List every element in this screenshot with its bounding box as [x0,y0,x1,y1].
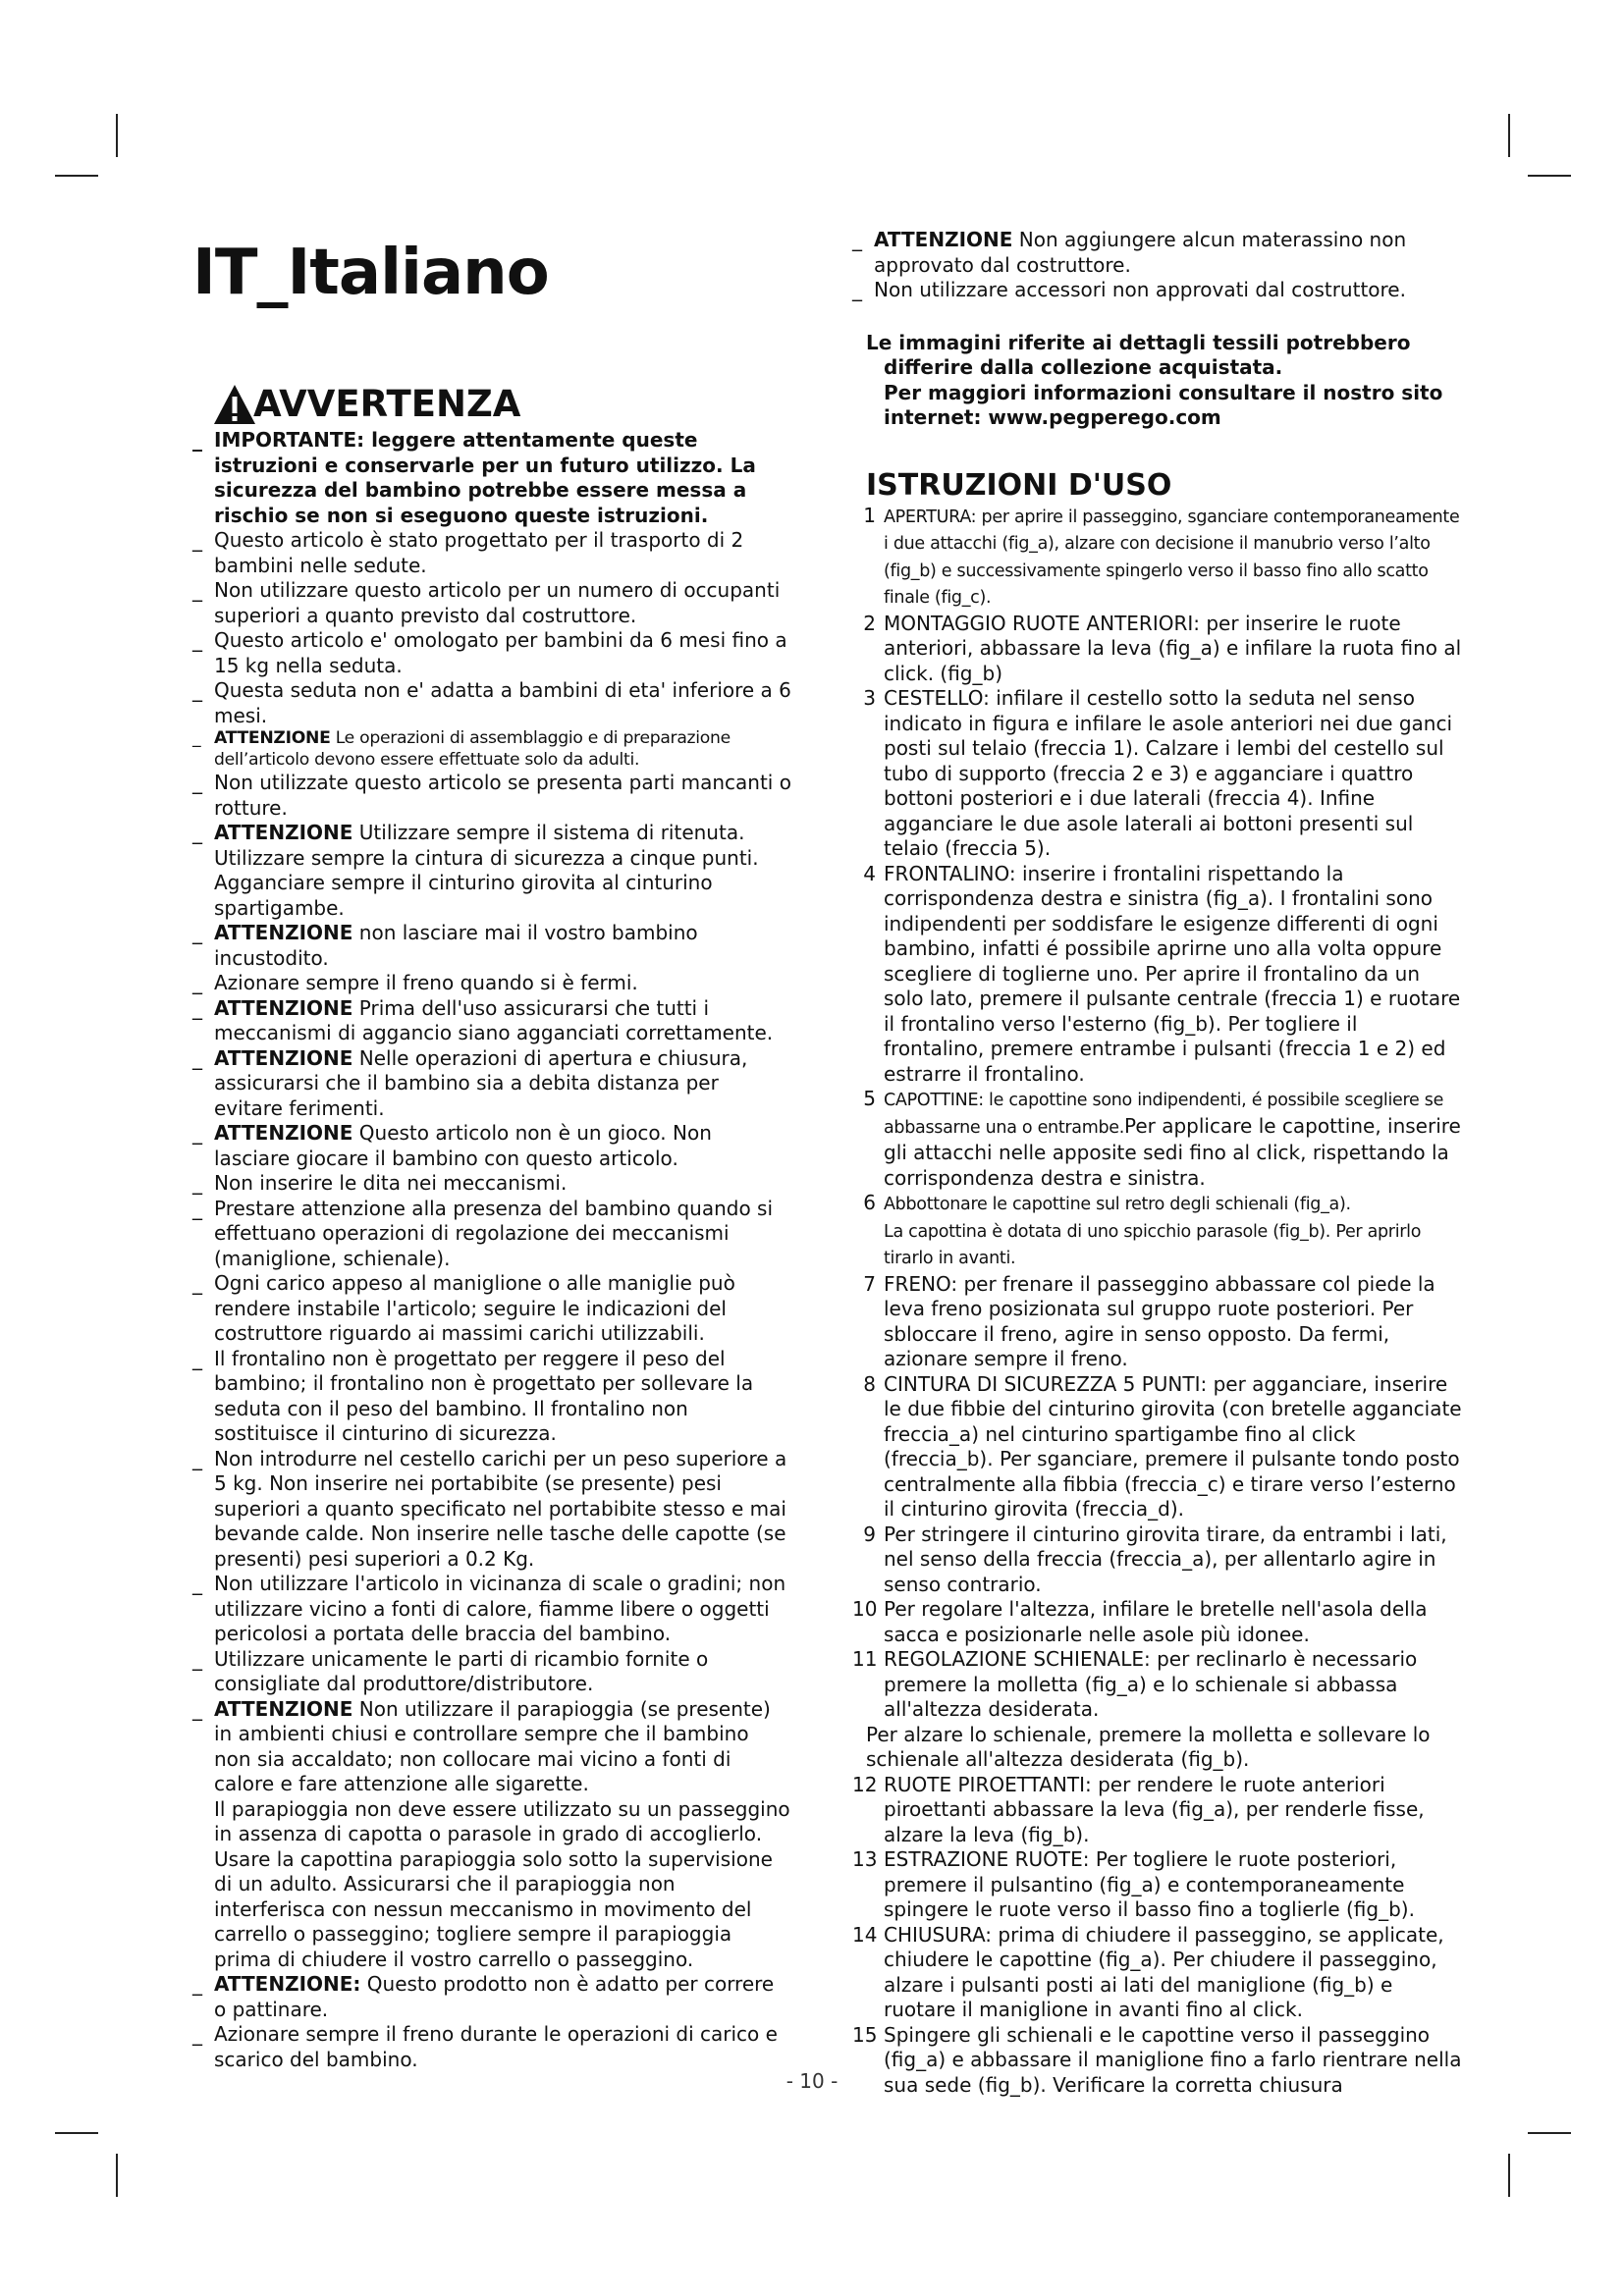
instruction-step [852,1847,1463,1923]
step-number: 10 [852,1597,878,1621]
instruction-step [852,1923,1463,2023]
step-text: Per stringere il cinturino girovita tirare, da entrambi i lati, nel senso della freccia (freccia_a), per allentarlo agire in senso contrario. [884,1522,1447,1596]
instruction-step [852,612,1463,687]
step-number: 11 [852,1647,878,1671]
instruction-step [852,1087,1463,1191]
attention-label: ATTENZIONE [214,821,353,844]
step-number: 12 [852,1772,878,1796]
instruction-step [852,1647,1463,1723]
step-text: CHIUSURA: prima di chiudere il passeggino, se applicate, chiudere le capottine (fig_a). Per chiudere il passeggino, alzare i pulsanti posti ai lati del maniglione (fig_b) e ruotare il maniglione in avanti fino al click. [884,1922,1444,2021]
step-text: ESTRAZIONE RUOTE: Per togliere le ruote posteriori, premere il pulsantino (fig_a) e contemporaneamente spingere le ruote verso il basso fino a toglierle (fig_b). [884,1847,1415,1921]
step-number: 8 [863,1371,876,1396]
warning-item: _ Questo articolo e' omologato per bambini da 6 mesi fino a 15 kg nella seduta. [192,628,791,678]
step-number: 3 [863,686,876,710]
warning-item: _ Non utilizzare l'articolo in vicinanza di scale o gradini; non utilizzare vicino a fonti di calore, fiamme libere o oggetti pericolosi a portata delle braccia del bambino. [192,1572,791,1647]
left-column [192,228,791,2072]
warning-heading-text: AVVERTENZA [253,383,521,425]
attention-label: ATTENZIONE [214,1696,353,1721]
instruction-step [852,862,1463,1088]
warning-item-text: non lasciare mai il vostro bambino incustodito. [214,921,698,970]
instruction-step [852,1372,1463,1522]
warning-item: _ Utilizzare unicamente le parti di ricambio fornite o consigliate dal produttore/distributore. [192,1647,791,1697]
step-text: FRONTALINO: inserire i frontalini rispettando la corrispondenza destra e sinistra (fig_a). I frontalini sono indipendenti per soddisfare le esigenze differenti di ogni bambino, infatti é possibile aprirne uno alla volta oppure scegliere di toglierne uno. Per aprire il frontalino da un solo lato, premere il pulsante centrale (freccia 1) e ruotare il frontalino verso l'esterno (fig_b). Per togliere il frontalino, premere entrambe i pulsanti (freccia 1 e 2) ed estrarre il frontalino. [884,861,1461,1086]
step-number: 15 [852,2022,878,2047]
textile-note [866,331,1463,431]
step-text: CAPOTTINE: le capottine sono indipendenti, é possibile scegliere se abbassarne una o entrambe. [884,1091,1444,1138]
page-title: IT_Italiano [192,237,549,309]
instruction-step [852,1191,1463,1272]
instruction-step [852,2023,1463,2099]
attention-label: ATTENZIONE [214,1045,353,1070]
note-line: internet: www.pegperego.com [884,405,1221,429]
step-number: 14 [852,1922,878,1947]
right-column [852,228,1463,2098]
step-text: CINTURA DI SICUREZZA 5 PUNTI: per agganciare, inserire le due fibbie del cinturino girovita (con bretelle agganciate freccia_a) nel cinturino spartigambe fino al click (freccia_b). Per sganciare, premere il pulsante tondo posto centralmente alla fibbia (freccia_c) e tirare verso l’esterno il cinturino girovita (freccia_d). [884,1371,1462,1521]
warning-item: _ IMPORTANTE: leggere attentamente queste istruzioni e conservarle per un futuro utilizzo. La sicurezza del bambino potrebbe essere messa a rischio se non si eseguono queste istruzioni. [192,428,791,528]
step-text: Abbottonare le capottine sul retro degli schienali (fig_a). [884,1195,1351,1214]
warning-item-text: Questo articolo non è un gioco. Non lasciare giocare il bambino con questo articolo. [214,1121,712,1170]
crop-mark [55,2132,98,2134]
note-line: Le immagini riferite ai dettagli tessili potrebbero [866,330,1411,354]
instruction-step [852,504,1463,612]
warning-item [192,996,791,1046]
warning-item: _ Non utilizzate questo articolo se presenta parti mancanti o rotture. [192,771,791,821]
crop-mark [1508,114,1510,157]
warning-item-text: Non utilizzare il parapioggia (se presente) in ambienti chiusi e controllare sempre che il bambino non sia accaldato; non collocare mai vicino a fonti di calore e fare attenzione alle sigarette. [214,1696,771,1795]
warning-item [192,821,791,921]
note-line: differire dalla collezione acquistata. [884,355,1283,379]
crop-mark [116,114,118,157]
warning-item: _ Questo articolo è stato progettato per il trasporto di 2 bambini nelle sedute. [192,528,791,578]
warning-item: _ Prestare attenzione alla presenza del bambino quando si effettuano operazioni di regolazione dei meccanismi (maniglione, schienale). [192,1197,791,1272]
warning-item [192,1121,791,1171]
attention-label: ATTENZIONE [214,1121,353,1145]
warning-item: _ Ogni carico appeso al maniglione o alle maniglie può rendere instabile l'articolo; seguire le indicazioni del costruttore riguardo ai massimi carichi utilizzabili. [192,1271,791,1347]
step-text: CESTELLO: infilare il cestello sotto la seduta nel senso indicato in figura e infilare le asole anteriori nei due ganci posti sul telaio (freccia 1). Calzare i lembi del cestello sul tubo di supporto (freccia 2 e 3) e agganciare i quattro bottoni posteriori e i due laterali (freccia 4). Infine agganciare le due asole laterali ai bottoni presenti sul telaio (freccia 5). [884,686,1453,860]
warning-item [192,1972,791,2022]
warning-item [192,921,791,971]
attention-label: ATTENZIONE [874,228,1013,251]
attention-label: ATTENZIONE [214,995,353,1020]
attention-label: ATTENZIONE [214,921,353,944]
warning-item: _ Azionare sempre il freno quando si è fermi. [192,971,791,996]
warning-item: _ Non utilizzare accessori non approvati dal costruttore. [852,278,1463,303]
crop-mark [55,175,98,177]
step-text: La capottina è dotata di uno spicchio parasole (fig_b). Per aprirlo tirarlo in avanti. [884,1221,1422,1268]
warning-item-text: Prima dell'uso assicurarsi che tutti i meccanismi di aggancio siano agganciati correttamente. [214,995,774,1044]
warning-item [192,1697,791,1797]
instruction-step [852,686,1463,862]
page-number: - 10 - [785,2069,839,2093]
step-text: MONTAGGIO RUOTE ANTERIORI: per inserire le ruote anteriori, abbassare la leva (fig_a) e infilare la ruota fino al click. (fig_b) [884,611,1462,685]
instruction-step-continuation: Per alzare lo schienale, premere la molletta e sollevare lo schienale all'altezza desiderata (fig_b). [866,1722,1431,1771]
step-text: Per regolare l'altezza, infilare le bretelle nell'asola della sacca e posizionarle nelle asole più idonee. [884,1597,1428,1646]
warning-item-continuation: Il parapioggia non deve essere utilizzato su un passeggino in assenza di capotta o parasole in grado di accoglierlo. Usare la capottina parapioggia solo sotto la supervisione di un adulto. Assicurarsi che il parapioggia non interferisca con nessun meccanismo in movimento del carrello o passeggino; togliere sempre il parapioggia prima di chiudere il vostro carrello o passeggino. [214,1796,790,1971]
warning-item: _ Azionare sempre il freno durante le operazioni di carico e scarico del bambino. [192,2022,791,2072]
instructions-heading: ISTRUZIONI D'USO [866,467,1172,503]
instruction-step [852,1773,1463,1848]
crop-mark [1508,2154,1510,2197]
warning-item [192,728,791,771]
instruction-step [852,1522,1463,1598]
warning-item-text: Questo prodotto non è adatto per correre o pattinare. [214,1972,775,2021]
warning-item: _ Non utilizzare questo articolo per un numero di occupanti superiori a quanto previsto dal costruttore. [192,578,791,628]
step-number: 7 [863,1271,876,1296]
note-line: Per maggiori informazioni consultare il nostro sito [884,380,1443,404]
step-text: Spingere gli schienali e le capottine verso il passeggino (fig_a) e abbassare il maniglione fino a farlo rientrare nella sua sede (fig_b). Verificare la corretta chiusura [884,2022,1462,2097]
instruction-step [852,1272,1463,1372]
warning-item: _ Il frontalino non è progettato per reggere il peso del bambino; il frontalino non è progettato per sollevare la seduta con il peso del bambino. Il frontalino non sostituisce il cinturino di sicurezza. [192,1347,791,1447]
warning-item-text: Utilizzare sempre il sistema di ritenuta. Utilizzare sempre la cintura di sicurezza a cinque punti. Agganciare sempre il cinturino girovita al cinturino spartigambe. [214,821,759,920]
crop-mark [116,2154,118,2197]
attention-label: ATTENZIONE: [214,1972,361,1996]
step-text: REGOLAZIONE SCHIENALE: per reclinarlo è necessario premere la molletta (fig_a) e lo schienale si abbassa all'altezza desiderata. [884,1647,1418,1721]
step-number: 9 [863,1522,876,1546]
step-number: 6 [863,1191,876,1214]
warning-item [192,1046,791,1122]
step-text: Per applicare le capottine, inserire gli attacchi nelle apposite sedi fino al click, rispettando la corrispondenza destra e sinistra. [884,1113,1461,1190]
step-number: 4 [863,861,876,885]
step-number: 5 [863,1087,876,1110]
step-number: 1 [863,503,876,527]
step-text: RUOTE PIROETTANTI: per rendere le ruote anteriori piroettanti abbassare la leva (fig_a), per renderle fisse, alzare la leva (fig_b). [884,1772,1425,1846]
step-number: 2 [863,611,876,635]
step-text: APERTURA: per aprire il passeggino, sganciare contemporaneamente i due attacchi (fig_a), alzare con decisione il manubrio verso l’alto (fig_b) e successivamente spingerlo verso il basso fino allo scatto finale (fig_c). [884,507,1460,608]
warning-triangle-icon [212,383,257,426]
warning-item: _ Questa seduta non e' adatta a bambini di eta' inferiore a 6 mesi. [192,678,791,728]
instruction-step [852,1597,1463,1647]
step-number: 13 [852,1847,878,1871]
step-text: FRENO: per frenare il passeggino abbassare col piede la leva freno posizionata sul gruppo ruote posteriori. Per sbloccare il freno, agire in senso opposto. Da fermi, azionare sempre il freno. [884,1271,1435,1370]
warning-item-text: Nelle operazioni di apertura e chiusura, assicurarsi che il bambino sia a debita distanza per evitare ferimenti. [214,1045,748,1120]
crop-mark [1528,175,1571,177]
warning-item-text: Le operazioni di assemblaggio e di preparazione dell’articolo devono essere effettuate solo da adulti. [214,728,731,770]
warning-item [852,228,1463,278]
warning-heading [212,383,791,426]
warning-item-text: Non aggiungere alcun materassino non approvato dal costruttore. [874,228,1407,277]
warning-item: _ Non introdurre nel cestello carichi per un peso superiore a 5 kg. Non inserire nei portabibite (se presente) pesi superiori a quanto specificato nel portabibite stesso e mai bevande calde. Non inserire nelle tasche delle capotte (se presenti) pesi superiori a 0.2 Kg. [192,1447,791,1573]
attention-label: ATTENZIONE [214,728,331,748]
warning-item: _ Non inserire le dita nei meccanismi. [192,1171,791,1197]
crop-mark [1528,2132,1571,2134]
